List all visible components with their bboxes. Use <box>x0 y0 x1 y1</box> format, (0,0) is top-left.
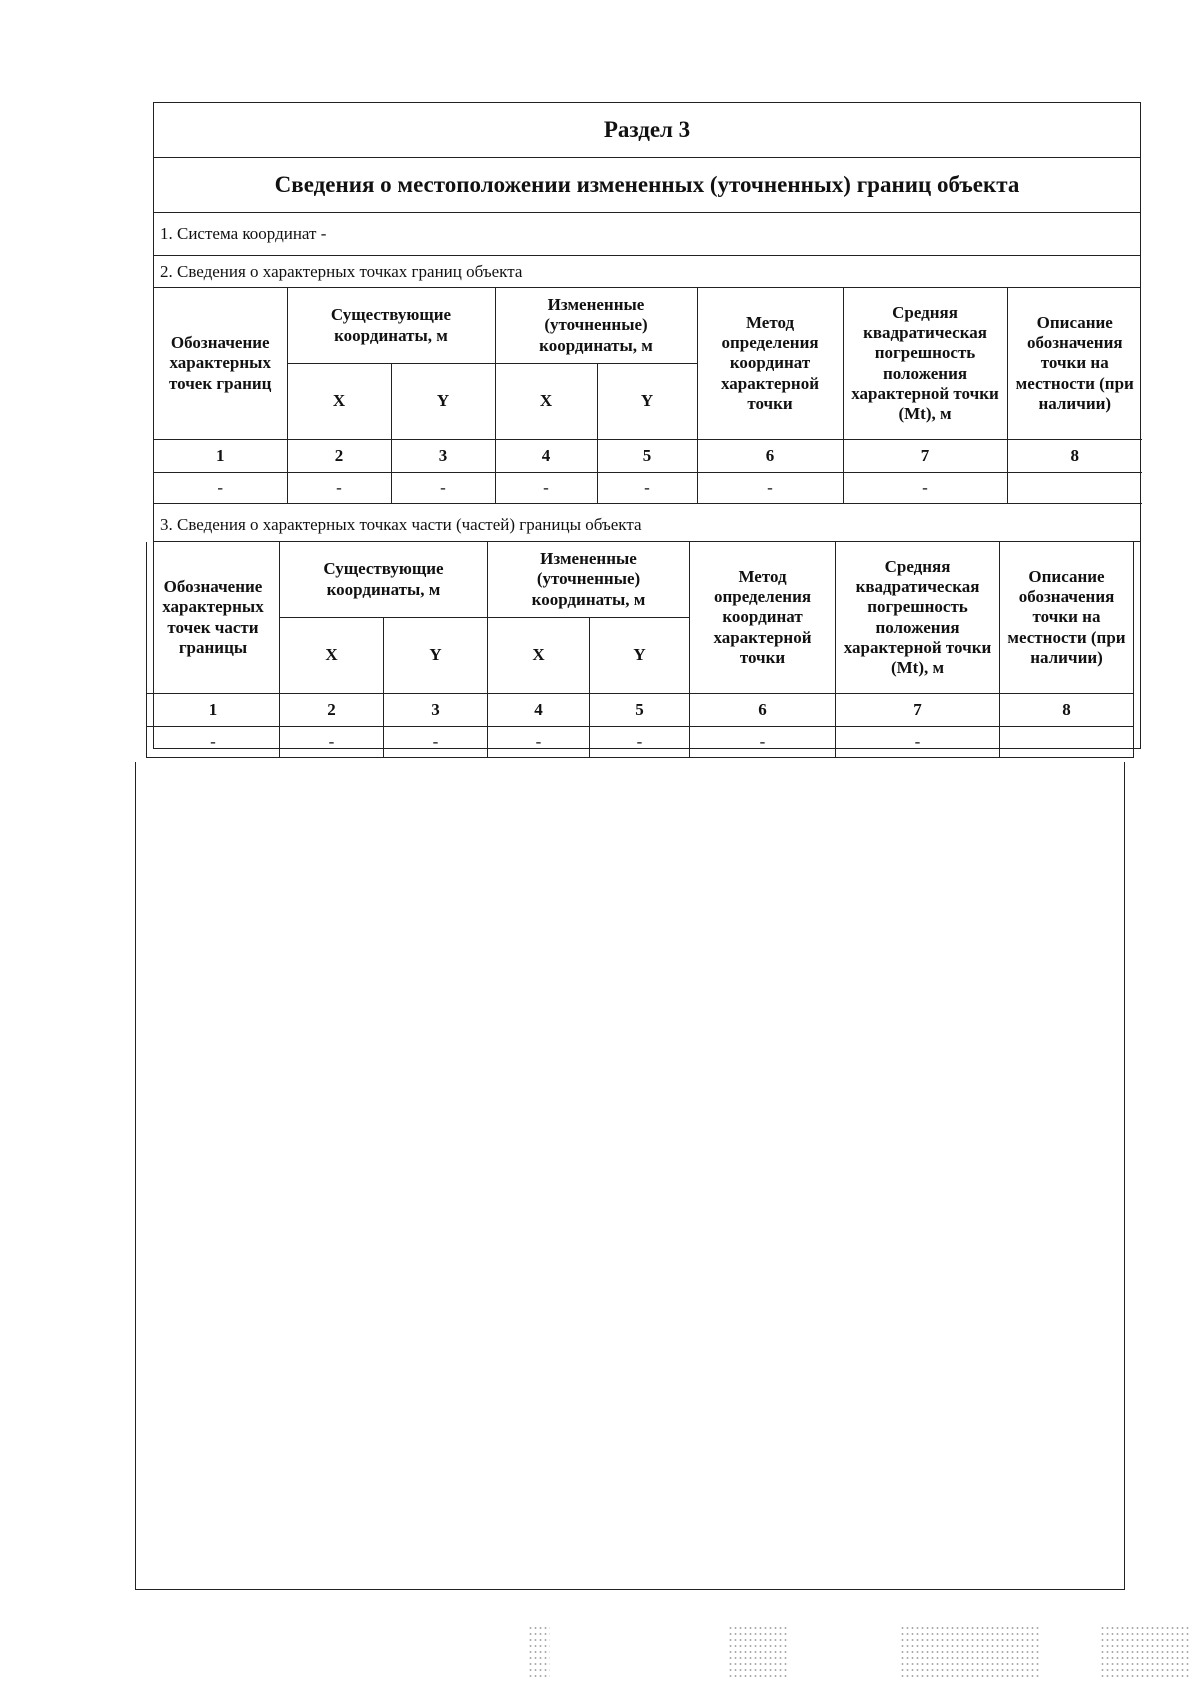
t3-cell: - <box>836 727 1000 758</box>
t2-cell: - <box>391 473 495 504</box>
t3-cell: - <box>280 727 384 758</box>
t3-header-changed-x: X <box>488 618 590 694</box>
t3-cell: - <box>384 727 488 758</box>
table3-part-boundary-points <box>146 542 1134 758</box>
t3-header-existing-y: Y <box>384 618 488 694</box>
table2-caption: 2. Сведения о характерных точках границ объекта <box>154 256 1140 288</box>
t2-cell <box>1007 473 1142 504</box>
t3-header-error: Средняя квадратическая погрешность положения характерной точки (Mt), м <box>836 542 1000 694</box>
t3-header-method: Метод определения координат характерной точки <box>690 542 836 694</box>
t2-col-num: 3 <box>391 440 495 473</box>
t3-header-changed: Измененные (уточненные) координаты, м <box>488 542 690 618</box>
t2-header-existing: Существующие координаты, м <box>287 288 495 364</box>
t2-cell: - <box>597 473 697 504</box>
table-row <box>154 473 1142 504</box>
t2-header-changed-y: Y <box>597 364 697 440</box>
t2-col-num: 4 <box>495 440 597 473</box>
t2-header-changed-x: X <box>495 364 597 440</box>
t3-col-num: 6 <box>690 694 836 727</box>
scan-noise <box>728 1625 788 1681</box>
t3-header-designation: Обозначение характерных точек части границы <box>147 542 280 694</box>
t2-cell: - <box>287 473 391 504</box>
scan-noise <box>1100 1625 1190 1681</box>
t3-header-existing-x: X <box>280 618 384 694</box>
t2-col-num: 6 <box>697 440 843 473</box>
t2-column-numbers <box>154 440 1142 473</box>
t2-header-existing-x: X <box>287 364 391 440</box>
t3-column-numbers <box>147 694 1134 727</box>
t2-col-num: 2 <box>287 440 391 473</box>
t3-col-num: 4 <box>488 694 590 727</box>
scan-noise <box>528 1625 550 1681</box>
coordinate-system-line: 1. Система координат - <box>154 213 1140 256</box>
t3-cell <box>1000 727 1134 758</box>
t3-header-description: Описание обозначения точки на местности (при наличии) <box>1000 542 1134 694</box>
t2-header-designation: Обозначение характерных точек границ <box>154 288 287 440</box>
table3-wrapper <box>146 542 1133 758</box>
section-title: Раздел 3 <box>154 103 1140 158</box>
t3-col-num: 1 <box>147 694 280 727</box>
t3-col-num: 2 <box>280 694 384 727</box>
t3-col-num: 3 <box>384 694 488 727</box>
t3-cell: - <box>147 727 280 758</box>
t2-header-method: Метод определения координат характерной точки <box>697 288 843 440</box>
t3-col-num: 7 <box>836 694 1000 727</box>
section-subtitle: Сведения о местоположении измененных (уточненных) границ объекта <box>154 158 1140 213</box>
scan-noise <box>900 1625 1040 1681</box>
t2-cell: - <box>843 473 1007 504</box>
t2-col-num: 8 <box>1007 440 1142 473</box>
table2-boundary-points <box>154 288 1142 504</box>
t3-cell: - <box>590 727 690 758</box>
t2-header-error: Средняя квадратическая погрешность положения характерной точки (Mt), м <box>843 288 1007 440</box>
t2-cell: - <box>697 473 843 504</box>
table-row <box>147 727 1134 758</box>
t2-col-num: 5 <box>597 440 697 473</box>
t3-col-num: 5 <box>590 694 690 727</box>
t2-header-description: Описание обозначения точки на местности (при наличии) <box>1007 288 1142 440</box>
t3-col-num: 8 <box>1000 694 1134 727</box>
t3-header-existing: Существующие координаты, м <box>280 542 488 618</box>
t2-cell: - <box>154 473 287 504</box>
t2-col-num: 1 <box>154 440 287 473</box>
table3-caption: 3. Сведения о характерных точках части (частей) границы объекта <box>153 508 1141 542</box>
t2-cell: - <box>495 473 597 504</box>
t3-cell: - <box>690 727 836 758</box>
t2-header-changed: Измененные (уточненные) координаты, м <box>495 288 697 364</box>
t2-header-existing-y: Y <box>391 364 495 440</box>
t3-cell: - <box>488 727 590 758</box>
t2-col-num: 7 <box>843 440 1007 473</box>
empty-page-frame <box>135 762 1125 1590</box>
t3-header-changed-y: Y <box>590 618 690 694</box>
